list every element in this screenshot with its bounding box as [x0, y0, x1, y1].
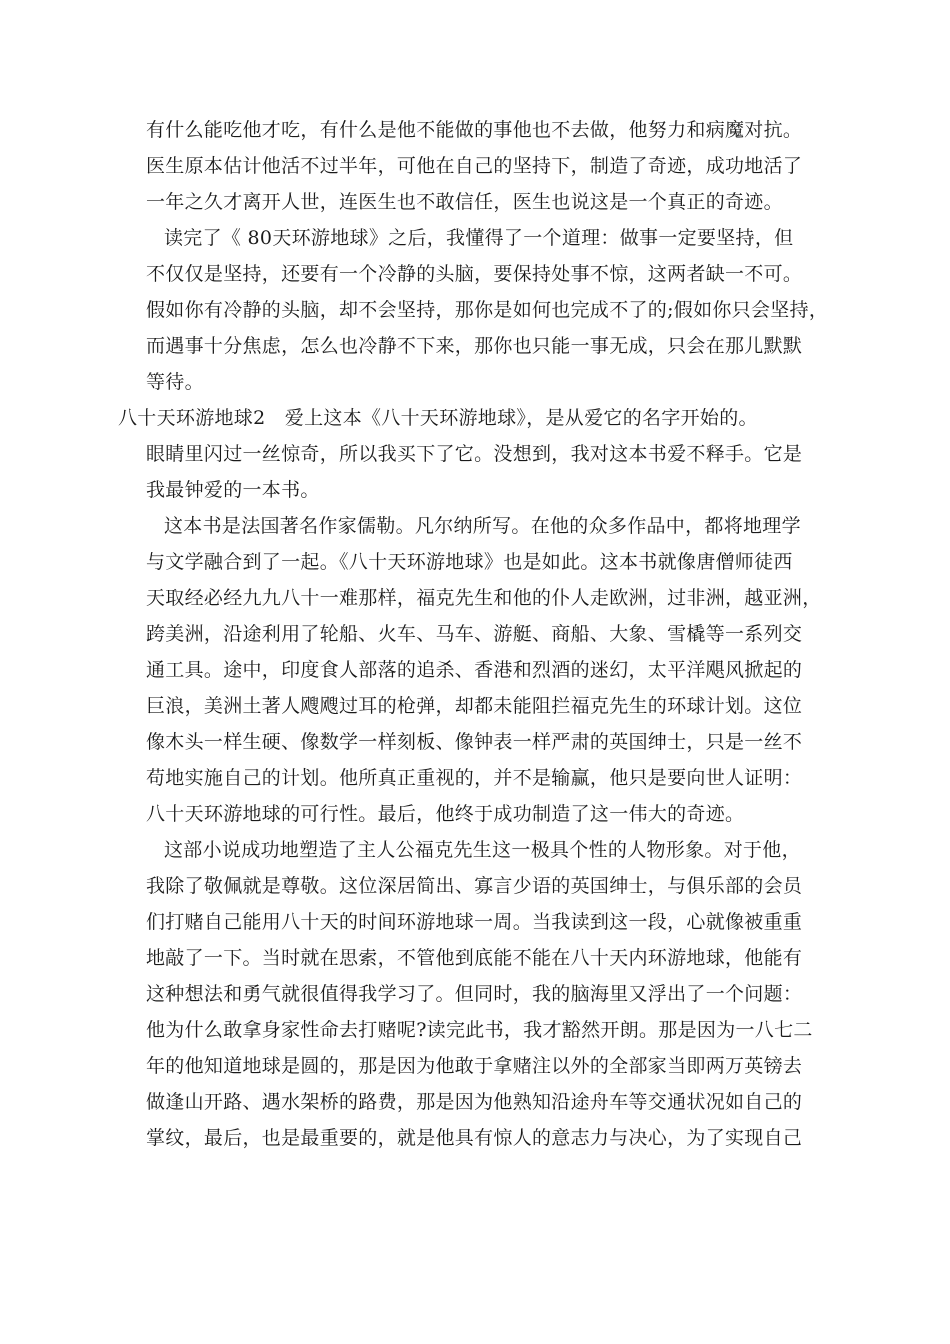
text-line: 与文学融合到了一起。《八十天环游地球》也是如此。这本书就像唐僧师徒西 [146, 551, 793, 573]
text-line: 做逢山开路、遇水架桥的路费，那是因为他熟知沿途舟车等交通状况如自己的 [146, 1091, 803, 1113]
section-heading-line: 八十天环游地球2 爱上这本《八十天环游地球》，是从爱它的名字开始的。 [118, 407, 758, 429]
text-line: 八十天环游地球的可行性。最后，他终于成功制造了这一伟大的奇迹。 [146, 803, 745, 825]
text-line: 等待。 [146, 371, 204, 393]
text-line: 假如你有冷静的头脑，却不会坚持，那你是如何也完成不了的;假如你只会坚持， [146, 299, 829, 321]
text-line: 像木头一样生硬、像数学一样刻板、像钟表一样严肃的英国绅士，只是一丝不 [146, 731, 803, 753]
text-line: 地敲了一下。当时就在思索，不管他到底能不能在八十天内环游地球，他能有 [146, 947, 803, 969]
text-line: 天取经必经九九八十一难那样，福克先生和他的仆人走欧洲，过非洲，越亚洲， [146, 587, 822, 609]
text-line: 一年之久才离开人世，连医生也不敢信任，医生也说这是一个真正的奇迹。 [146, 191, 783, 213]
text-line: 们打赌自己能用八十天的时间环游地球一周。当我读到这一段，心就像被重重 [146, 911, 803, 933]
text-line: 苟地实施自己的计划。他所真正重视的，并不是输赢，他只是要向世人证明： [146, 767, 803, 789]
text-line: 年的他知道地球是圆的，那是因为他敢于拿赌注以外的全部家当即两万英镑去 [146, 1055, 803, 1077]
text-line: 我除了敬佩就是尊敬。这位深居简出、寡言少语的英国绅士，与俱乐部的会员 [146, 875, 803, 897]
paragraph-start-line: 读完了《 80天环游地球》之后，我懂得了一个道理：做事一定要坚持，但 [164, 227, 794, 249]
text-line: 跨美洲，沿途利用了轮船、火车、马车、游艇、商船、大象、雪橇等一系列交 [146, 623, 803, 645]
text-line: 通工具。途中，印度食人部落的追杀、香港和烈酒的迷幻，太平洋飓风掀起的 [146, 659, 803, 681]
paragraph-start-line: 这部小说成功地塑造了主人公福克先生这一极具个性的人物形象。对于他， [164, 839, 801, 861]
text-line: 掌纹，最后，也是最重要的，就是他具有惊人的意志力与决心，为了实现自己 [146, 1127, 803, 1149]
text-line: 巨浪，美洲土著人飕飕过耳的枪弹，却都未能阻拦福克先生的环球计划。这位 [146, 695, 803, 717]
text-line: 有什么能吃他才吃，有什么是他不能做的事他也不去做，他努力和病魔对抗。 [146, 119, 803, 141]
text-line: 不仅仅是坚持，还要有一个冷静的头脑，要保持处事不惊，这两者缺一不可。 [146, 263, 803, 285]
text-line: 眼睛里闪过一丝惊奇，所以我买下了它。没想到，我对这本书爱不释手。它是 [146, 443, 803, 465]
text-line: 医生原本估计他活不过半年，可他在自己的坚持下，制造了奇迹，成功地活了 [146, 155, 803, 177]
text-line: 他为什么敢拿身家性命去打赌呢?读完此书，我才豁然开朗。那是因为一八七二 [146, 1019, 813, 1041]
paragraph-start-line: 这本书是法国著名作家儒勒。凡尔纳所写。在他的众多作品中，都将地理学 [164, 515, 801, 537]
text-line: 而遇事十分焦虑，怎么也冷静不下来，那你也只能一事无成，只会在那儿默默 [146, 335, 803, 357]
text-line: 我最钟爱的一本书。 [146, 479, 320, 501]
text-line: 这种想法和勇气就很值得我学习了。但同时，我的脑海里又浮出了一个问题： [146, 983, 803, 1005]
